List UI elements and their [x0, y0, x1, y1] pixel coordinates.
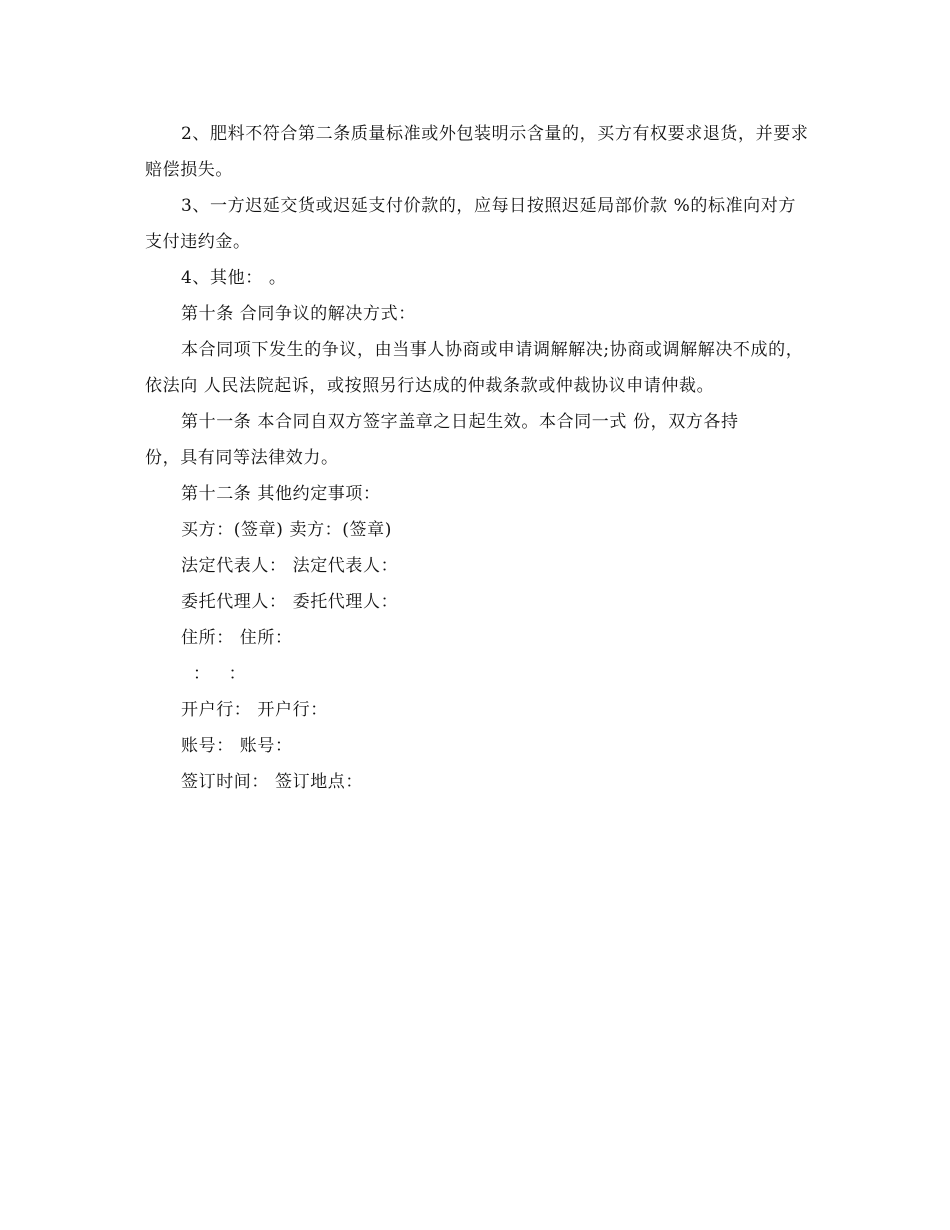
clause-item-3: 3、一方迟延交货或迟延支付价款的，应每日按照迟延局部价款 %的标准向对方支付违约金。 — [145, 196, 796, 252]
address-row: 住所： 住所： — [181, 628, 293, 648]
clause-item-4: 4、其他： 。 — [181, 268, 287, 288]
bank-row: 开户行： 开户行： — [181, 700, 328, 720]
clause-item-2: 2、肥料不符合第二条质量标准或外包装明示含量的，买方有权要求退货，并要求赔偿损失。 — [145, 124, 809, 180]
article-10-heading: 第十条 合同争议的解决方式： — [181, 304, 416, 324]
account-row: 账号： 账号： — [181, 736, 293, 756]
article-12-heading: 第十二条 其他约定事项： — [181, 484, 381, 504]
blank-colon-row: ： ： — [181, 664, 247, 684]
signature-row: 买方：(签章) 卖方：(签章) — [181, 520, 392, 540]
legal-representative-row: 法定代表人： 法定代表人： — [181, 556, 399, 576]
signing-time-place-row: 签订时间： 签订地点： — [181, 772, 364, 792]
article-10-body: 本合同项下发生的争议，由当事人协商或申请调解解决;协商或调解解决不成的，依法向 人民法院起诉，或按照另行达成的仲裁条款或仲裁协议申请仲裁。 — [145, 340, 804, 396]
authorized-agent-row: 委托代理人： 委托代理人： — [181, 592, 399, 612]
article-11: 第十一条 本合同自双方签字盖章之日起生效。本合同一式 份，双方各持 份，具有同等法律效力。 — [145, 412, 739, 468]
